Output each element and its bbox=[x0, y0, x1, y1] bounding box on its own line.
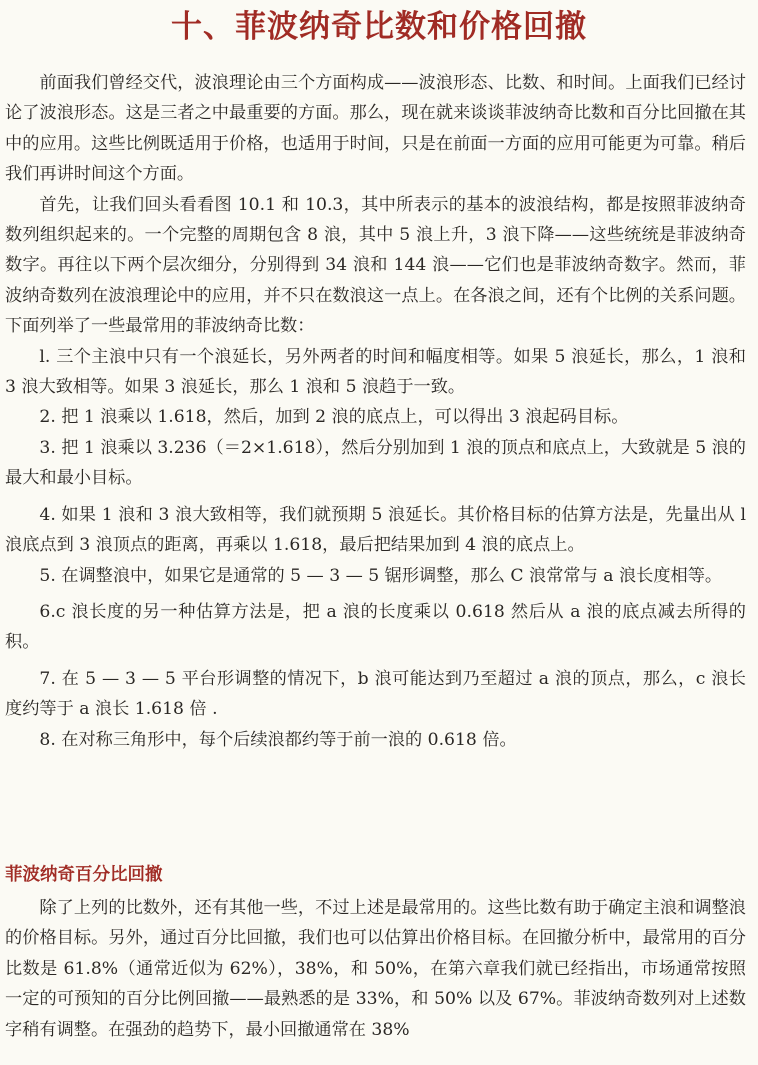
section-text bbox=[5, 893, 746, 1045]
list-item-8: 8. 在对称三角形中，每个后续浪都约等于前一浪的 0.618 倍。 bbox=[39, 729, 517, 750]
list-item-1: l. 三个主浪中只有一个浪延长，另外两者的时间和幅度相等。如果 5 浪延长，那么，1 浪和 3 浪大致相等。如果 3 浪延长，那么 1 浪和 5 浪趋于一致。 bbox=[5, 346, 746, 398]
section-heading: 菲波纳奇百分比回撤 bbox=[5, 865, 163, 885]
main-text bbox=[5, 68, 746, 755]
paragraph-retracement: 除了上列的比数外，还有其他一些，不过上述是最常用的。这些比数有助于确定主浪和调整浪的价格目标。另外，通过百分比回撤，我们也可以估算出价格目标。在回撤分析中，最常用的百分比数是 61.8%（通常近似为 62%），38%，和 50%，在第六章我们就已经指出，市场通常按照一定的可预知的百分比例回撤——最熟悉的是 33%，和 50% 以及 67%。菲波纳奇数列对上述数字稍有调整。在强劲的趋势下，最小回撤通常在 38% bbox=[5, 898, 746, 1040]
list-item-5: 5. 在调整浪中，如果它是通常的 5 — 3 — 5 锯形调整，那么 C 浪常常与 a 浪长度相等。 bbox=[39, 565, 723, 586]
list-item-6: 6.c 浪长度的另一种估算方法是，把 a 浪的长度乘以 0.618 然后从 a 浪的底点减去所得的积。 bbox=[5, 601, 746, 653]
chapter-title: 十、菲波纳奇比数和价格回撤 bbox=[171, 9, 587, 45]
list-item-7: 7. 在 5 — 3 — 5 平台形调整的情况下，b 浪可能达到乃至超过 a 浪的顶点，那么，c 浪长度约等于 a 浪长 1.618 倍 . bbox=[5, 668, 746, 720]
paragraph-wave-structure: 首先，让我们回头看看图 10.1 和 10.3，其中所表示的基本的波浪结构，都是按照菲波纳奇数列组织起来的。一个完整的周期包含 8 浪，其中 5 浪上升，3 浪下降——这些统统是菲波纳奇数字。再往以下两个层次细分，分别得到 34 浪和 144 浪——它们也是菲波纳奇数字。然而，菲波纳奇数列在波浪理论中的应用，并不只在数浪这一点上。在各浪之间，还有个比例的关系问题。下面列举了一些最常用的菲波纳奇比数： bbox=[5, 194, 746, 337]
list-item-4: 4. 如果 1 浪和 3 浪大致相等，我们就预期 5 浪延长。其价格目标的估算方法是，先量出从 l 浪底点到 3 浪顶点的距离，再乘以 1.618，最后把结果加到 4 浪的底点上。 bbox=[5, 504, 746, 556]
list-item-2: 2. 把 1 浪乘以 1.618，然后，加到 2 浪的底点上，可以得出 3 浪起码目标。 bbox=[39, 407, 629, 428]
list-item-3: 3. 把 1 浪乘以 3.236（＝2×1.618），然后分别加到 1 浪的顶点和底点上，大致就是 5 浪的最大和最小目标。 bbox=[5, 437, 746, 489]
paragraph-intro: 前面我们曾经交代，波浪理论由三个方面构成——波浪形态、比数、和时间。上面我们已经讨论了波浪形态。这是三者之中最重要的方面。那么，现在就来谈谈菲波纳奇比数和百分比回撤在其中的应用。这些比例既适用于价格，也适用于时间，只是在前面一方面的应用可能更为可靠。稍后我们再讲时间这个方面。 bbox=[5, 73, 746, 185]
